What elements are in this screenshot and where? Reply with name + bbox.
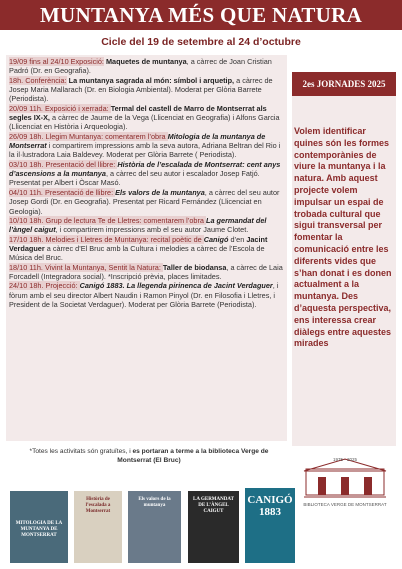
entry-date: 18/10 11h. [9,262,43,272]
footnote-location: es portaran a terme a la biblioteca Verge de Montserrat (El Bruc) [117,448,269,464]
book-title: Història de l’escalada a Montserrat [85,497,111,514]
entry-activity: Projecció: [43,281,80,291]
entry-activity: Presentació del llibre: [43,159,118,169]
program-entry [9,57,284,76]
book-title: Els valors de la muntanya [138,497,171,508]
entry-date: 26/09 18h. [9,131,44,141]
entry-activity: Melodies i Lletres de Muntanya: recital poètic de [43,234,204,244]
entry-title: Maquetes de muntanya [103,57,187,66]
entry-date: 04/10 11h. [9,187,43,197]
entry-title: Taller de biodansa [162,262,227,272]
entry-date: 03/10 18h. [9,159,44,169]
entry-details: a càrrec de Jaume de la Vega (Llicenciat en Geografia) i Alfons Garcia (Llicenciat en Història i Arqueologia). [9,113,280,132]
entry-date: 19/09 fins al 24/10 Exposició: [9,57,104,66]
entry-title: Els valors de la muntanya [115,187,205,197]
entry-details: , i fòrum amb el seu director Albert Naudin i Ramon Pinyol (Dr. en Filosofia i Lletres, i President de la Societat Verdaguer). Moderat per Glòria Barrete (Periodista). [9,281,279,309]
book-cover [188,491,239,563]
entry-connector: d’en [228,234,247,244]
entry-date: 24/10 18h. [9,281,44,291]
program-entry [9,281,284,309]
entry-details: , a càrrec del seu autor Josep Gordi (Dr. en Geografia). Presentat per Ricard Fernández (Llicenciat en Geologia). [9,187,280,216]
entry-activity: Exposició i xerrada: [42,103,111,113]
entry-date: 17/10 18h. [9,234,44,244]
library-name: BIBLIOTECA VERGE DE MONTSERRAT [303,502,387,507]
book-covers [10,488,295,563]
library-years: 1975 - 2025 [332,457,358,462]
sidebar-heading: 2es JORNADES 2025 [292,72,396,96]
entry-date: 18h. Conferència: [9,75,67,85]
entry-activity: Llegim Muntanya: comentarem l’obra [43,131,168,141]
book-title: LA GERMANDAT DE L’ÀNGEL CAIGUT [193,497,234,514]
entry-details: a càrrec d’El Bruc amb la Cultura i melodies a càrrec de l’Escola de Música del Bruc. [9,243,265,263]
entry-date: 10/10 18h. [9,215,44,225]
entry-details: i compartirem impressions amb la seva autora, Adriana Beltran del Rio i la il·lustradora Laia Baldevey. Moderat per Glòria Barrete ( Periodista). [9,141,281,160]
program-entry [9,188,284,216]
program-entry [9,160,284,188]
program-entry [9,104,284,132]
entry-title: La muntanya sagrada al món: símbol i arquetip, [66,75,235,85]
entry-details: , a càrrec de Joan Cristian Padró (Dr. en Geografia). [9,57,272,76]
program-entry [9,76,284,104]
entry-title: Termal del castell de Marro de Montserrat als segles IX-X, [9,103,267,123]
entry-details: , i compartirem impressions amb el seu autor Jaume Clotet. [55,225,249,235]
program-entry [9,216,284,235]
entry-date: 20/09 11h. [9,103,43,113]
entry-details: , a càrrec de Laia Forcadell (Integradora social). *Inscripció prèvia, places limitades. [9,262,283,281]
book-cover [10,491,68,563]
entry-title-secondary: Jacint Verdaguer [9,234,268,253]
entry-title: Història de l’escalada de Montserrat: cent anys d’ascensions a la muntanya [9,159,281,179]
entry-title: La germandat del l’àngel caigut [9,215,267,235]
entry-activity: Grup de lectura Te de Lletres: comentarem l’obra [43,215,207,225]
entry-activity: Vivint la Muntanya, Sentit la Natura: [42,262,163,272]
book-cover [128,491,181,563]
program-entry [9,263,284,282]
entry-title: Mitologia de la muntanya de Montserrat [9,131,266,151]
book-cover [74,491,122,563]
entry-details: , a càrrec del seu autor i escalador Josep Fatjó. Presentat per Albert i Òscar Masó. [9,169,260,188]
page-title: MUNTANYA MÉS QUE NATURA [0,0,402,30]
entry-activity: Presentació de llibre: [42,187,116,197]
cycle-dates: Cicle del 19 de setembre al 24 d’octubre [101,36,301,48]
entry-title: Canigó [203,234,229,244]
program-entry [9,235,284,263]
book-title: MITOLOGIA DE LA MUNTANYA DE MONTSERRAT [15,521,63,538]
program-list [6,55,287,441]
program-entry [9,132,284,160]
footnote-text: *Totes les activitats són gratuïtes, i [29,448,133,455]
book-title: CANIGÓ 1883 [247,494,293,518]
book-cover [245,488,295,563]
library-logo [300,455,390,507]
entry-title: Canigó 1883. La llegenda pirinenca de Jacint Verdaguer [79,281,273,291]
sidebar-description: Volem identificar quines són les formes contemporànies de viure la muntanya i la natura. Amb aquest projecte volem impulsar un espai de trobada cultural que sigui transversal per fomentar la comunicació entre les diferents vides que s’han donat i es donen actualment a la muntanya. Des d’aquesta perspectiva, ens interessa crear diàlegs entre aquestes mirades [294,126,392,349]
entry-details: a càrrec de Josep Maria Mallarach (Dr. en Biologia Ambiental). Moderat per Glòria Barrete (Periodista). [9,75,273,104]
footnote [12,447,286,465]
